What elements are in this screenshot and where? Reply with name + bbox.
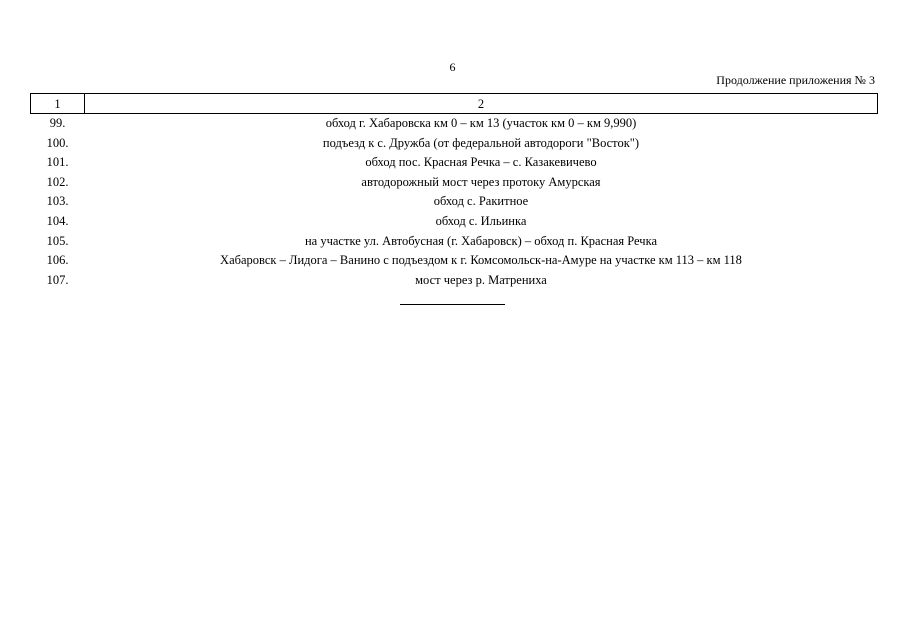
row-number: 104.: [46, 213, 69, 228]
table-row: [31, 173, 878, 193]
row-name: Хабаровск – Лидога – Ванино с подъездом к г. Комсомольск-на-Амуре на участке км 113 – км 118: [220, 253, 742, 268]
end-divider-line: [400, 304, 505, 305]
row-name: обход с. Ильинка: [435, 213, 527, 228]
row-number: 107.: [46, 272, 69, 287]
row-name: мост через р. Матрениха: [415, 272, 547, 287]
appendix-continuation-label: Продолжение приложения № 3: [716, 73, 875, 87]
page-number: 6: [449, 60, 456, 74]
row-number: 101.: [46, 155, 69, 170]
table-row: [31, 212, 878, 232]
row-number: 103.: [46, 194, 69, 209]
row-name: обход пос. Красная Речка – с. Казакевичево: [365, 155, 597, 170]
row-number: 106.: [46, 253, 69, 268]
row-number: 105.: [46, 233, 69, 248]
table-row: [31, 232, 878, 252]
row-number: 102.: [46, 174, 69, 189]
row-name: обход г. Хабаровска км 0 – км 13 (участок км 0 – км 9,990): [325, 116, 637, 130]
table-row: [31, 271, 878, 291]
table-row: [31, 134, 878, 154]
table-header-row: [31, 94, 878, 114]
row-number: 100.: [46, 135, 69, 150]
row-name: автодорожный мост через протоку Амурская: [361, 174, 601, 189]
roads-table: [30, 93, 878, 290]
table-row: [31, 251, 878, 271]
row-name: на участке ул. Автобусная (г. Хабаровск) – обход п. Красная Речка: [304, 233, 658, 248]
row-number: 99.: [49, 116, 66, 130]
table-row: [31, 192, 878, 212]
column-header-name: 2: [85, 94, 878, 114]
row-name: подъезд к с. Дружба (от федеральной автодороги "Восток"): [322, 135, 640, 150]
row-name: обход с. Ракитное: [433, 194, 529, 209]
table-row: [31, 114, 878, 134]
table-row: [31, 153, 878, 173]
column-header-number: 1: [31, 94, 85, 114]
